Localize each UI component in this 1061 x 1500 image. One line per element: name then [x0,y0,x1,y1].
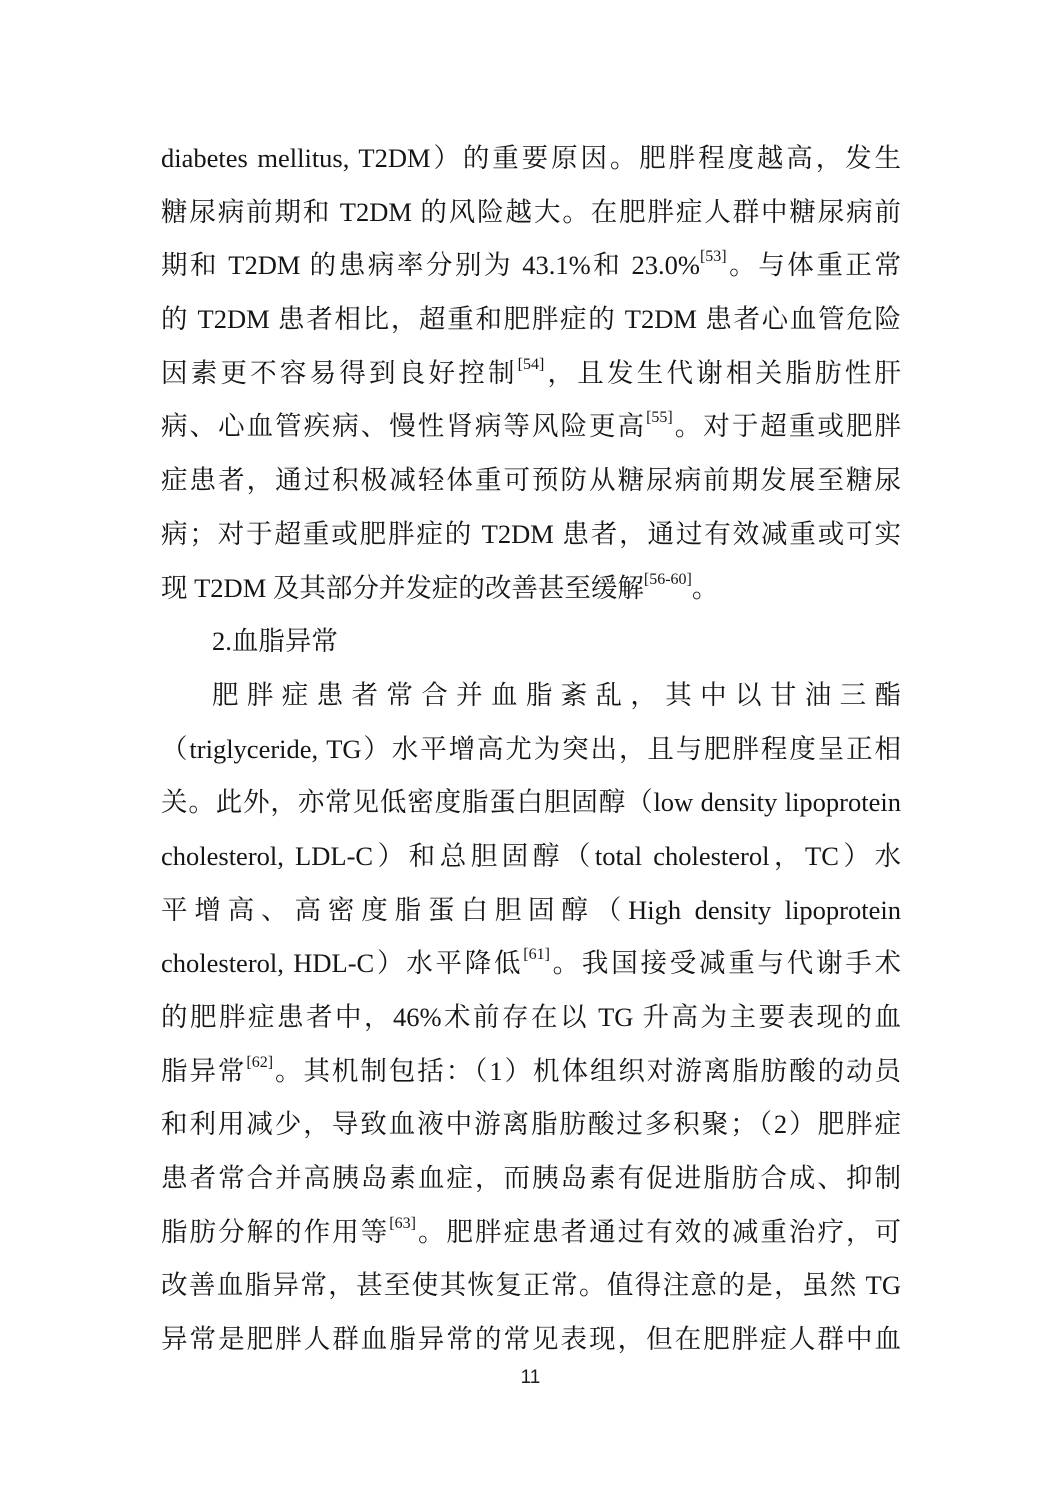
text-run: 糖尿病前期和 T2DM 的风险越大。在肥胖症人群中糖尿病前 [161,196,901,227]
para-line [161,293,901,347]
text-run: 和利用减少，导致血液中游离脂肪酸过多积聚；（2）肥胖症 [161,1109,901,1140]
text-run: 改善血脂异常，甚至使其恢复正常。值得注意的是，虽然 TG [161,1270,901,1301]
text-run: 现 T2DM 及其部分并发症的改善甚至缓解 [161,572,644,603]
text-run: diabetes mellitus, T2DM）的重要原因。肥胖程度越高，发生 [161,143,901,173]
para-line [161,669,901,723]
para-line [161,508,901,562]
para-line [161,1313,901,1367]
citation-reference: [56-60] [643,570,692,588]
text-run: 肥胖症患者常合并血脂紊乱，其中以甘油三酯 [212,679,901,710]
citation-reference: [62] [246,1053,274,1071]
para-line [161,884,901,938]
para-line [161,347,901,401]
citation-reference: [63] [389,1214,416,1232]
text-run: 异常是肥胖人群血脂异常的常见表现，但在肥胖症人群中血 [161,1324,901,1355]
para-line [161,132,901,186]
text-run: 症患者，通过积极减轻体重可预防从糖尿病前期发展至糖尿 [161,465,901,496]
para-line [161,1152,901,1206]
text-run: cholesterol, HDL-C）水平降低 [161,948,524,979]
citation-reference: [54] [517,355,545,373]
section-heading [161,615,901,669]
citation-reference: [61] [523,946,550,964]
text-run: 。其机制包括：（1）机体组织对游离脂肪酸的动员 [273,1055,901,1086]
para-line [161,454,901,508]
citation-reference: [55] [646,409,673,427]
text-run: 脂异常 [161,1055,247,1086]
para-line [161,776,901,830]
text-run: 脂肪分解的作用等 [161,1216,390,1247]
text-run: 期和 T2DM 的患病率分别为 43.1%和 23.0% [161,250,700,281]
text-run: 病；对于超重或肥胖症的 T2DM 患者，通过有效减重或可实 [161,518,901,549]
text-run: 。 [691,572,719,603]
para-line [161,1206,901,1260]
para-line [161,991,901,1045]
text-run: 。肥胖症患者通过有效的减重治疗，可 [415,1216,901,1247]
body-text [161,132,901,1367]
text-run: 。与体重正常 [726,250,901,281]
text-run: ，且发生代谢相关脂肪性肝 [544,357,901,388]
text-run: 患者常合并高胰岛素血症，而胰岛素有促进脂肪合成、抑制 [161,1163,901,1194]
text-run: 病、心血管疾病、慢性肾病等风险更高 [161,411,647,442]
text-run: 2.血脂异常 [212,626,338,657]
text-run: 关。此外，亦常见低密度脂蛋白胆固醇（low density lipoprotein [161,787,901,818]
para-line [161,239,901,293]
para-line [161,1045,901,1099]
para-line [161,830,901,884]
text-run: 的 T2DM 患者相比，超重和肥胖症的 T2DM 患者心血管危险 [161,304,901,335]
para-line [161,1259,901,1313]
text-run: cholesterol, LDL-C）和总胆固醇（total cholesterol，TC）水 [161,840,901,871]
para-line [161,937,901,991]
para-line [161,562,901,616]
para-line [161,723,901,777]
text-run: 因素更不容易得到良好控制 [161,357,518,388]
text-run: （triglyceride, TG）水平增高尤为突出，且与肥胖程度呈正相 [161,733,901,764]
text-run: 的肥胖症患者中，46%术前存在以 TG 升高为主要表现的血 [161,1002,901,1032]
para-line [161,1098,901,1152]
citation-reference: [53] [699,248,727,266]
page-number: 11 [520,1367,541,1388]
text-run: 。我国接受减重与代谢手术 [549,948,901,979]
text-run: 。对于超重或肥胖 [672,411,901,442]
text-run: 平增高、高密度脂蛋白胆固醇（High density lipoprotein [161,894,901,925]
para-line [161,400,901,454]
para-line [161,186,901,240]
